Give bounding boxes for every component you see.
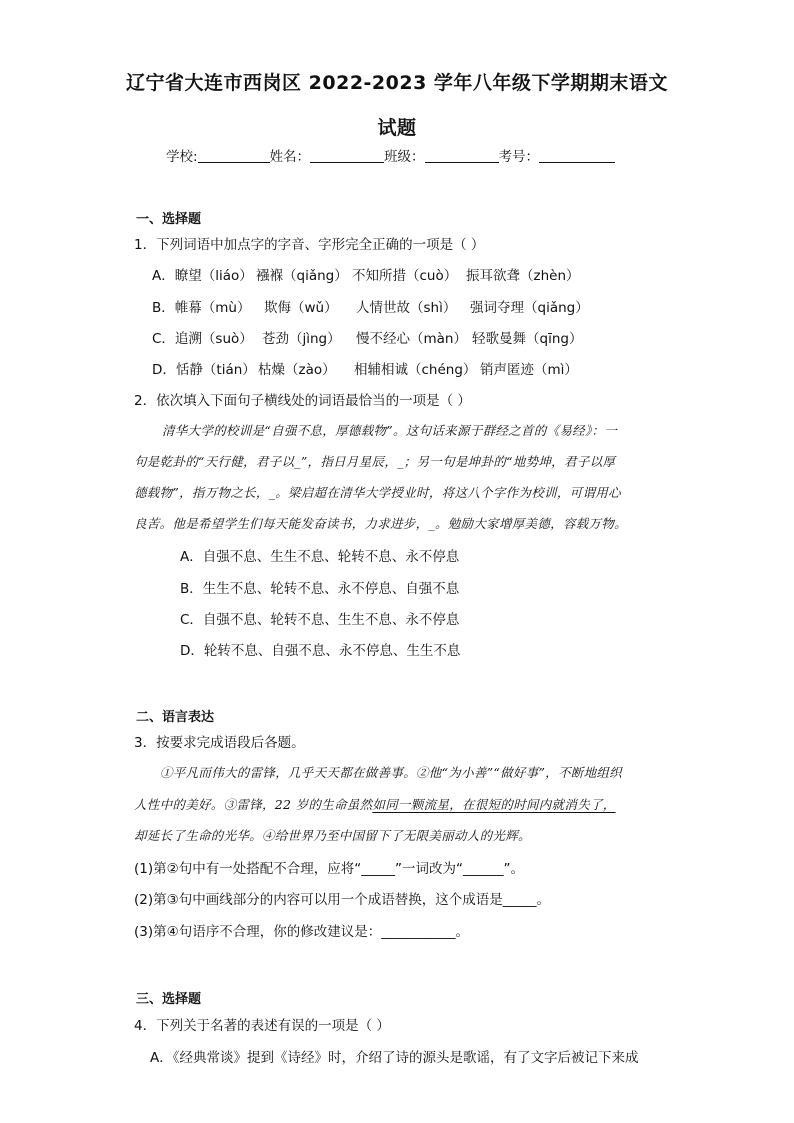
q3-passage-line-2-text: 人性中的美好。③雷锋，22 岁的生命虽然 xyxy=(134,797,373,812)
q2-option-b[interactable]: B．生生不息、轮转不息、永不停息、自强不息 xyxy=(180,581,460,597)
student-info xyxy=(166,145,615,165)
q1-a-word-4: 振耳欲聋（zhèn） xyxy=(466,268,580,284)
q1-b-word-3: 人情世故（shì） xyxy=(356,300,457,316)
q1-option-b[interactable] xyxy=(152,296,589,316)
q1-stem: 1．下列词语中加点字的字音、字形完全正确的一项是（ ） xyxy=(134,237,485,253)
school-label: 学校: xyxy=(166,149,198,165)
q1-d-word-4: 销声匿迹（mì） xyxy=(480,362,578,378)
q2-option-c[interactable]: C．自强不息、轮转不息、生生不息、永不停息 xyxy=(180,612,460,628)
q1-option-c[interactable] xyxy=(152,327,582,347)
name-blank[interactable] xyxy=(310,148,384,163)
q2-option-d[interactable]: D．轮转不息、自强不息、永不停息、生生不息 xyxy=(180,643,461,659)
number-blank[interactable] xyxy=(539,148,615,163)
q1-c-word-2: 苍劲（jìng） xyxy=(262,331,341,347)
q1-d-word-1: D．恬静（tián） xyxy=(152,362,256,378)
q3-passage-line-2 xyxy=(134,795,616,813)
q1-option-a[interactable] xyxy=(152,264,580,284)
q3-passage-line-1: ①平凡而伟大的雷锋，几乎天天都在做善事。②他“为小善”“做好事”，不断地组织 xyxy=(160,765,622,780)
q1-b-word-2: 欺侮（wǔ） xyxy=(264,300,338,316)
q1-a-word-2: 襁褓（qiǎng） xyxy=(256,268,348,284)
section-2-heading: 二、语言表达 xyxy=(136,710,215,725)
q1-c-word-3: 慢不经心（màn） xyxy=(356,331,467,347)
section-3-heading: 三、选择题 xyxy=(136,992,202,1007)
q1-b-word-4: 强词夺理（qiǎng） xyxy=(470,300,589,316)
q2-passage-line-3: 德载物”，指万物之长，_。梁启超在清华大学授业时，将这八个字作为校训，可谓用心 xyxy=(134,485,621,500)
title-line-2: 试题 xyxy=(377,117,417,139)
q3-sub-question-2: (2)第③句中画线部分的内容可以用一个成语替换，这个成语是_____。 xyxy=(134,892,550,908)
q1-c-word-4: 轻歌曼舞（qīng） xyxy=(472,331,583,347)
title-line-1: 辽宁省大连市西岗区 2022-2023 学年八年级下学期期末语文 xyxy=(126,72,668,94)
q2-stem: 2．依次填入下面句子横线处的词语最恰当的一项是（ ） xyxy=(134,393,471,409)
q3-stem: 3．按要求完成语段后各题。 xyxy=(134,735,305,751)
q2-passage-line-2: 句是乾卦的“天行健，君子以_”，指日月星辰，_；另一句是坤卦的“地势坤，君子以厚 xyxy=(134,454,616,469)
q4-stem: 4．下列关于名著的表述有误的一项是（ ） xyxy=(134,1018,390,1034)
name-label: 姓名： xyxy=(269,149,311,165)
q4-option-a[interactable]: A．《经典常谈》提到《诗经》时，介绍了诗的源头是歌谣，有了文字后被记下来成 xyxy=(150,1050,639,1066)
q1-d-word-3: 相辅相诚（chéng） xyxy=(354,362,477,378)
q3-underlined-phrase: 如同一颗流星，在很短的时间内就消失了， xyxy=(372,797,616,812)
q1-b-word-1: B．帷幕（mù） xyxy=(152,300,251,316)
class-label: 班级： xyxy=(384,149,425,165)
number-label: 考号： xyxy=(498,149,540,165)
q2-option-a[interactable]: A．自强不息、生生不息、轮转不息、永不停息 xyxy=(180,549,460,565)
q1-a-word-1: A．瞭望（liáo） xyxy=(152,268,253,284)
school-blank[interactable] xyxy=(198,148,270,163)
q1-c-word-1: C．追溯（suò） xyxy=(152,331,253,347)
q1-a-word-3: 不知所措（cuò） xyxy=(352,268,458,284)
q1-option-d[interactable] xyxy=(152,358,578,378)
q3-sub-question-3: (3)第④句语序不合理，你的修改建议是：___________。 xyxy=(134,924,469,940)
q2-passage-line-1: 清华大学的校训是“自强不息，厚德载物”。这句话来源于群经之首的《易经》：一 xyxy=(162,423,618,438)
section-1-heading: 一、选择题 xyxy=(136,212,202,227)
q3-sub-question-1: (1)第②句中有一处搭配不合理，应将“_____”一词改为“______”。 xyxy=(134,861,524,877)
q2-passage-line-4: 良苦。他是希望学生们每天能发奋读书，力求进步，_。勉励大家增厚美德，容载万物。 xyxy=(134,516,627,531)
q1-d-word-2: 枯燥（zào） xyxy=(258,362,336,378)
q3-passage-line-3: 却延长了生命的光华。④给世界乃至中国留下了无限美丽动人的光辉。 xyxy=(134,828,531,843)
class-blank[interactable] xyxy=(425,148,499,163)
